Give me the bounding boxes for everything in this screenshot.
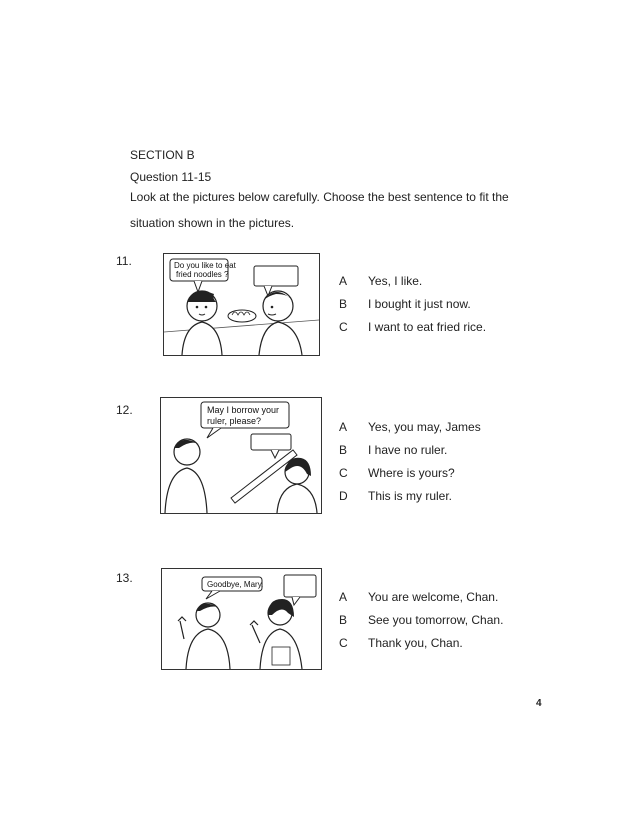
option-text: This is my ruler. xyxy=(368,489,453,503)
question-12-picture xyxy=(160,397,322,514)
noodle-plate xyxy=(228,310,256,322)
question-range: Question 11-15 xyxy=(130,170,212,184)
option-text: I want to eat fried rice. xyxy=(368,320,487,334)
option-letter: D xyxy=(339,489,348,503)
question-11-picture xyxy=(163,253,320,356)
speech-bubble-right-empty xyxy=(284,575,316,597)
option-letter: C xyxy=(339,320,348,334)
bubble-text-line-2: ruler, please? xyxy=(207,416,262,426)
question-11-number: 11. xyxy=(116,254,132,268)
option-text: Yes, you may, James xyxy=(368,420,481,434)
option-letter: C xyxy=(339,466,348,480)
question-12-number: 12. xyxy=(116,403,133,417)
option-text: Yes, I like. xyxy=(368,274,423,288)
option-letter: A xyxy=(339,274,348,288)
speech-bubble-right-empty xyxy=(251,434,291,450)
option-letter: A xyxy=(339,420,348,434)
option-text: See you tomorrow, Chan. xyxy=(368,613,504,627)
option-text: You are welcome, Chan. xyxy=(368,590,499,604)
instructions: Look at the pictures below carefully. Choose the best sentence to fit the situation shown in the pictures. xyxy=(130,190,509,230)
option-text: Where is yours? xyxy=(368,466,455,480)
option-text: I have no ruler. xyxy=(368,443,448,457)
bubble-text: Goodbye, Mary. xyxy=(207,580,264,589)
page-number: 4 xyxy=(536,698,542,709)
boys-eating-noodles-illustration xyxy=(164,254,319,355)
goodbye-illustration xyxy=(162,569,321,669)
section-heading: SECTION B xyxy=(130,148,195,162)
option-letter: B xyxy=(339,613,348,627)
borrow-ruler-illustration xyxy=(161,398,321,513)
bubble-text-line-2: fried noodles ? xyxy=(176,270,229,279)
option-letter: C xyxy=(339,636,348,650)
option-letter: B xyxy=(339,297,348,311)
question-13-number: 13. xyxy=(116,571,133,585)
option-letter: B xyxy=(339,443,348,457)
bubble-text-line-1: Do you like to eat xyxy=(174,261,236,270)
speech-bubble-right-empty xyxy=(254,266,298,286)
bubble-text-line-1: May I borrow your xyxy=(207,405,280,415)
option-letter: A xyxy=(339,590,348,604)
boy-right-head xyxy=(263,291,293,321)
question-13-picture xyxy=(161,568,322,670)
bubble-tail xyxy=(194,281,202,292)
option-text: I bought it just now. xyxy=(368,297,471,311)
option-text: Thank you, Chan. xyxy=(368,636,463,650)
